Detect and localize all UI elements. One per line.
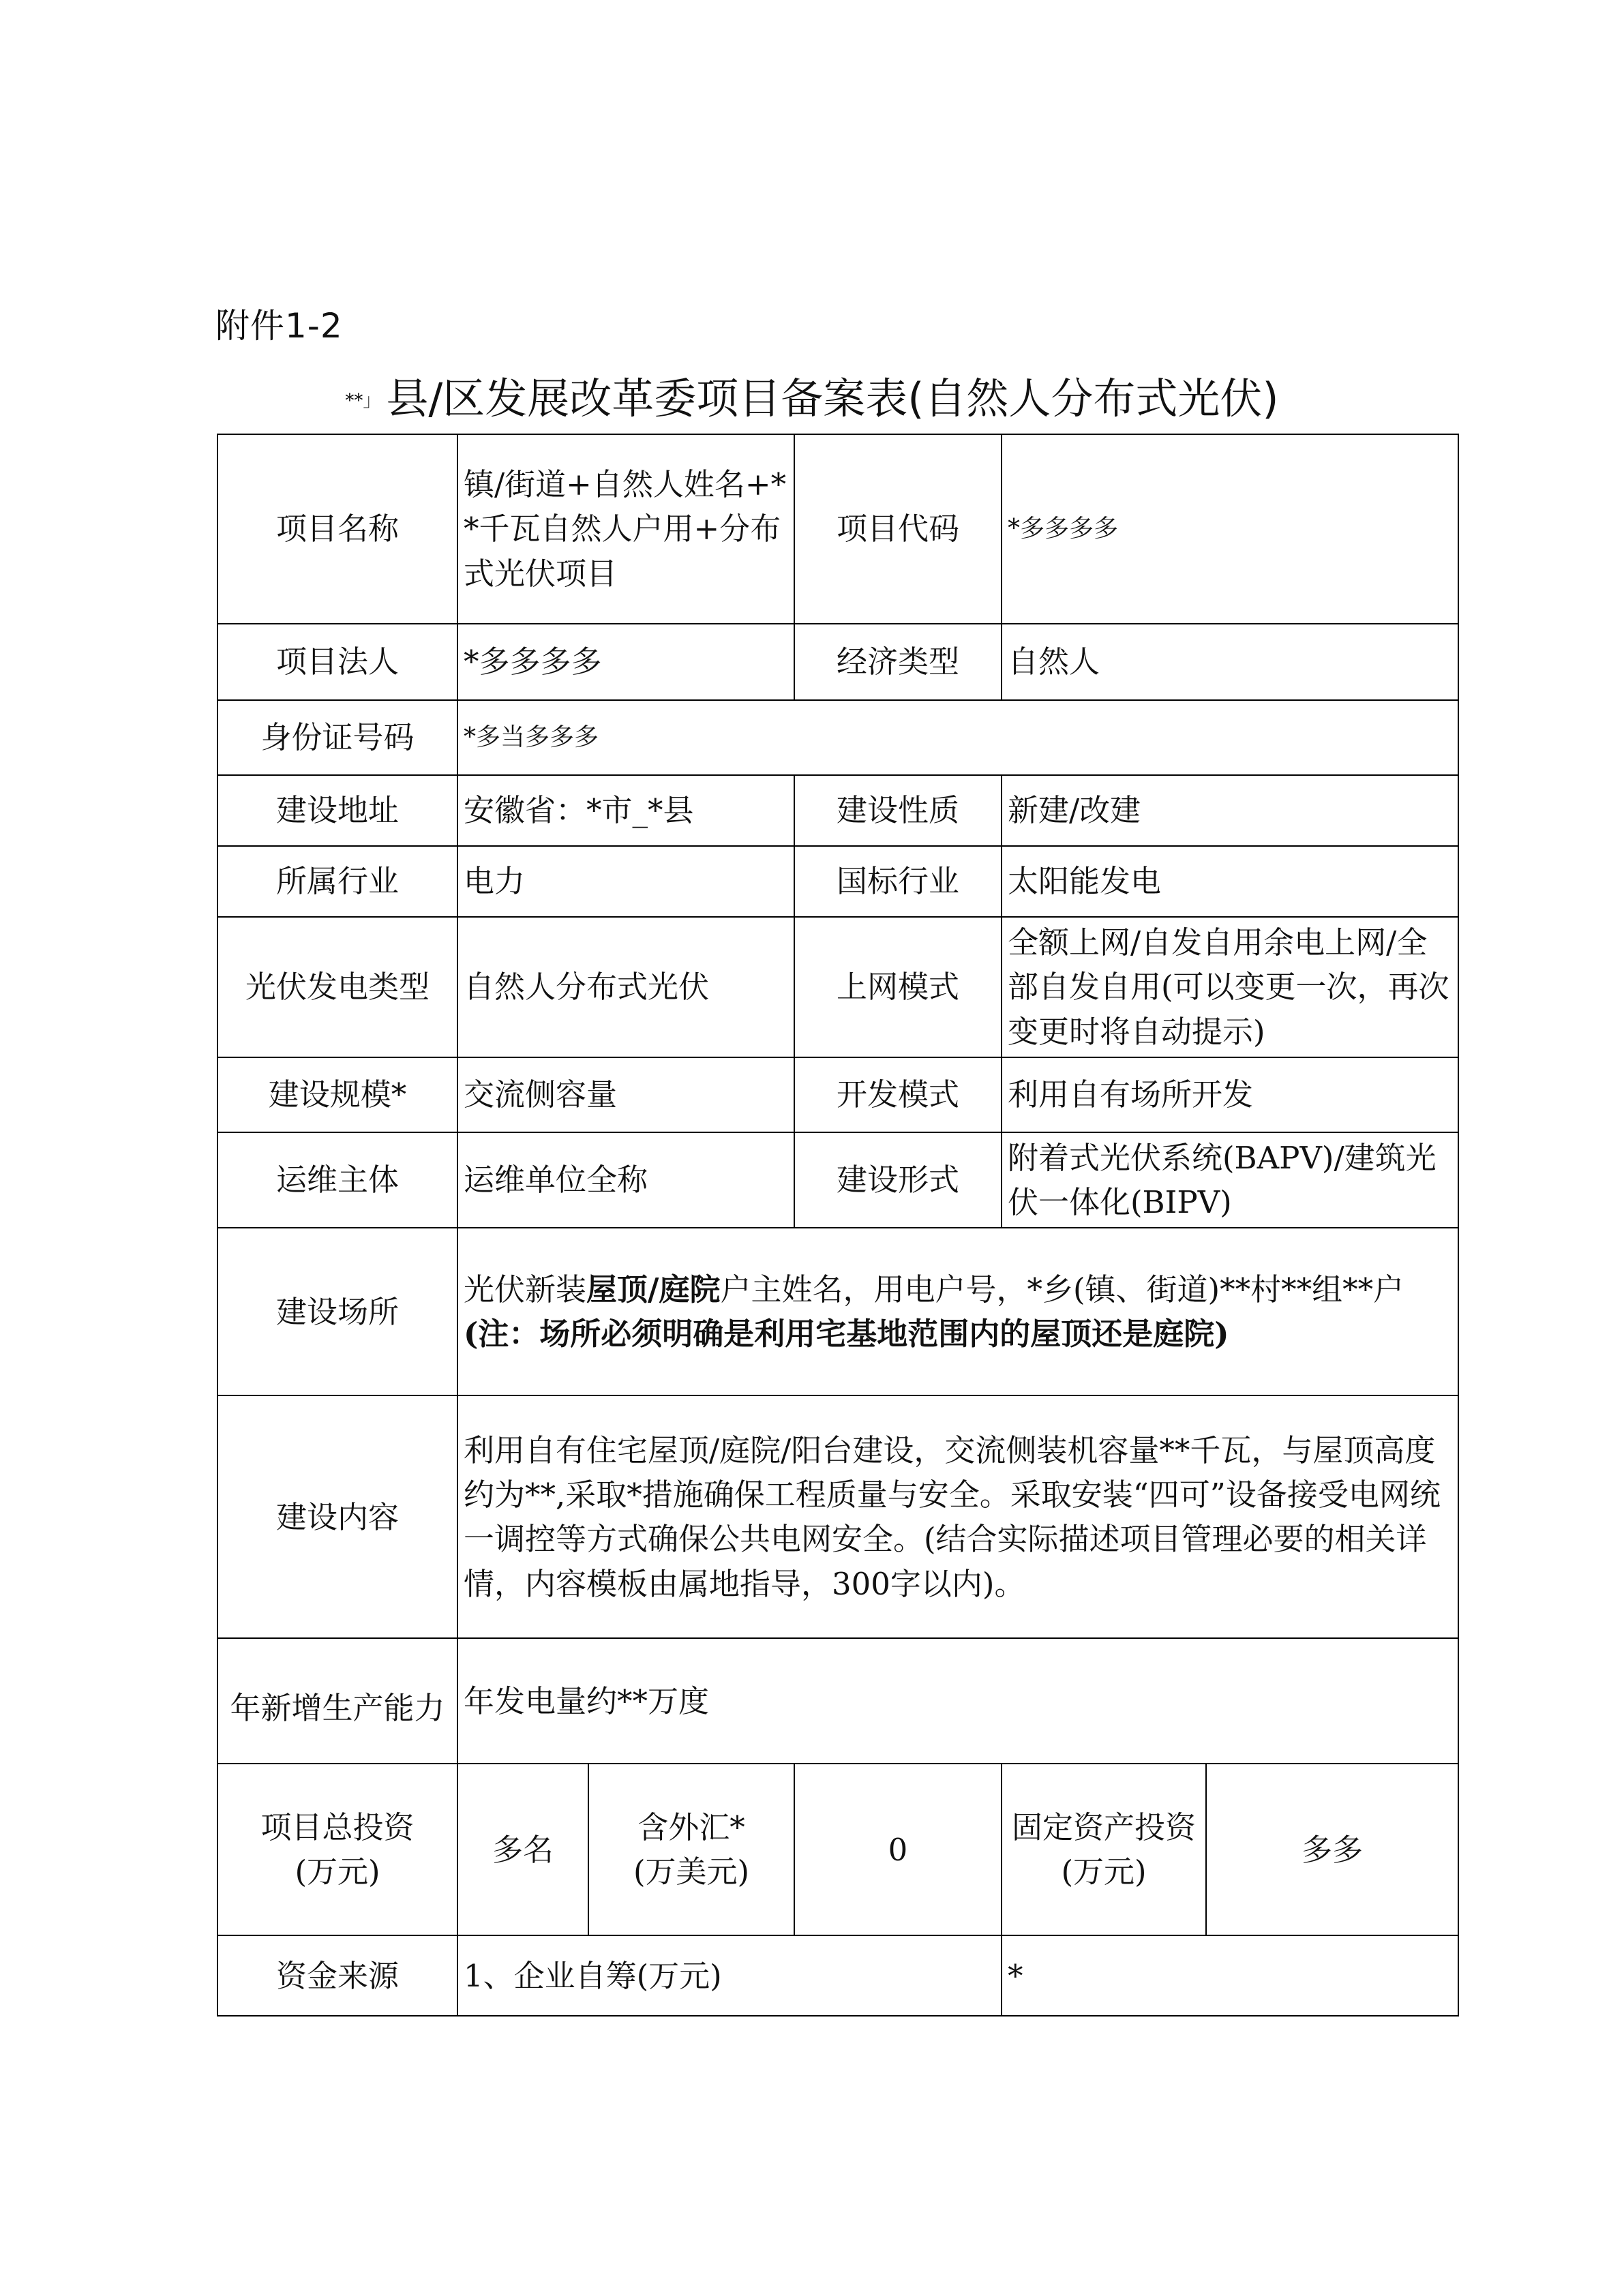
row-investment [217,1764,1458,1935]
funding-value: 1、企业自筹(万元) [457,1935,1002,2016]
foreign-exchange-unit: (万美元) [633,1854,750,1890]
funding-label: 资金来源 [217,1935,457,2016]
project-code-value: *多多多多 [1002,434,1458,624]
id-number-value: *多当多多多 [457,700,1458,775]
economy-type-value: 自然人 [1002,624,1458,700]
grid-mode-label: 上网模式 [794,917,1002,1057]
id-number-label: 身份证号码 [217,700,457,775]
development-mode-value: 利用自有场所开发 [1002,1057,1458,1132]
address-label: 建设地址 [217,775,457,846]
title-main: 县/区发展改革委项目备案表(自然人分布式光伏) [386,374,1279,423]
fixed-asset-unit: (万元) [1061,1854,1147,1890]
site-note: (注：场所必须明确是利用宅基地范围内的屋顶还是庭院) [464,1316,1229,1353]
fixed-asset-label [1002,1764,1206,1935]
industry-label: 所属行业 [217,846,457,917]
national-industry-label: 国标行业 [794,846,1002,917]
row-site [217,1228,1458,1395]
grid-mode-value: 全额上网/自发自用余电上网/全部自发自用(可以变更一次，再次变更时将自动提示) [1002,917,1458,1057]
row-content [217,1395,1458,1638]
project-name-label: 项目名称 [217,434,457,624]
capacity-value: 年发电量约**万度 [457,1638,1458,1764]
total-investment-title: 项目总投资 [260,1809,415,1845]
capacity-label: 年新增生产能力 [217,1638,457,1764]
total-investment-unit: (万元) [295,1854,380,1890]
site-value-detail: 户主姓名，用电户号，*乡(镇、街道)**村**组**户 [720,1271,1404,1308]
operation-label: 运维主体 [217,1132,457,1228]
legal-person-value: *多多多多 [457,624,794,700]
document-title [0,365,1624,425]
construction-nature-value: 新建/改建 [1002,775,1458,846]
legal-person-label: 项目法人 [217,624,457,700]
scale-label: 建设规模* [217,1057,457,1132]
construction-form-value: 附着式光伏系统(BAPV)/建筑光伏一体化(BIPV) [1002,1132,1458,1228]
content-value: 利用自有住宅屋顶/庭院/阳台建设，交流侧装机容量**千瓦，与屋顶高度约为**,采取*措施确保工程质量与安全。采取安装“四可”设备接受电网统一调控等方式确保公共电网安全。(结合实际描述项目管理必要的相关详情，内容模板由属地指导，300字以内)。 [457,1395,1458,1638]
site-value-prefix: 光伏新装 [464,1271,587,1308]
development-mode-label: 开发模式 [794,1057,1002,1132]
row-scale [217,1057,1458,1132]
total-investment-value: 多名 [457,1764,588,1935]
national-industry-value: 太阳能发电 [1002,846,1458,917]
row-id-number [217,700,1458,775]
site-value [457,1228,1458,1395]
row-pv-type [217,917,1458,1057]
operation-value: 运维单位全称 [457,1132,794,1228]
foreign-exchange-label [588,1764,794,1935]
scale-value: 交流侧容量 [457,1057,794,1132]
row-operation [217,1132,1458,1228]
filing-form-table [217,434,1459,2016]
row-project-name [217,434,1458,624]
industry-value: 电力 [457,846,794,917]
construction-nature-label: 建设性质 [794,775,1002,846]
foreign-exchange-title: 含外汇* [637,1809,745,1845]
site-value-type: 屋顶/庭院 [586,1271,721,1308]
title-prefix: **」 [345,391,381,411]
site-label: 建设场所 [217,1228,457,1395]
foreign-exchange-value: 0 [794,1764,1002,1935]
total-investment-label [217,1764,457,1935]
attachment-label: 附件1-2 [215,306,343,346]
pv-type-value: 自然人分布式光伏 [457,917,794,1057]
row-legal-person [217,624,1458,700]
fixed-asset-title: 固定资产投资 [1011,1809,1196,1845]
fixed-asset-value: 多多 [1206,1764,1458,1935]
project-code-label: 项目代码 [794,434,1002,624]
row-industry [217,846,1458,917]
construction-form-label: 建设形式 [794,1132,1002,1228]
row-address [217,775,1458,846]
address-value: 安徽省：*市_*县 [457,775,794,846]
content-label: 建设内容 [217,1395,457,1638]
economy-type-label: 经济类型 [794,624,1002,700]
project-name-value: 镇/街道+自然人姓名+**千瓦自然人户用+分布式光伏项目 [457,434,794,624]
row-funding [217,1935,1458,2016]
funding-amount: * [1002,1935,1458,2016]
row-capacity [217,1638,1458,1764]
pv-type-label: 光伏发电类型 [217,917,457,1057]
